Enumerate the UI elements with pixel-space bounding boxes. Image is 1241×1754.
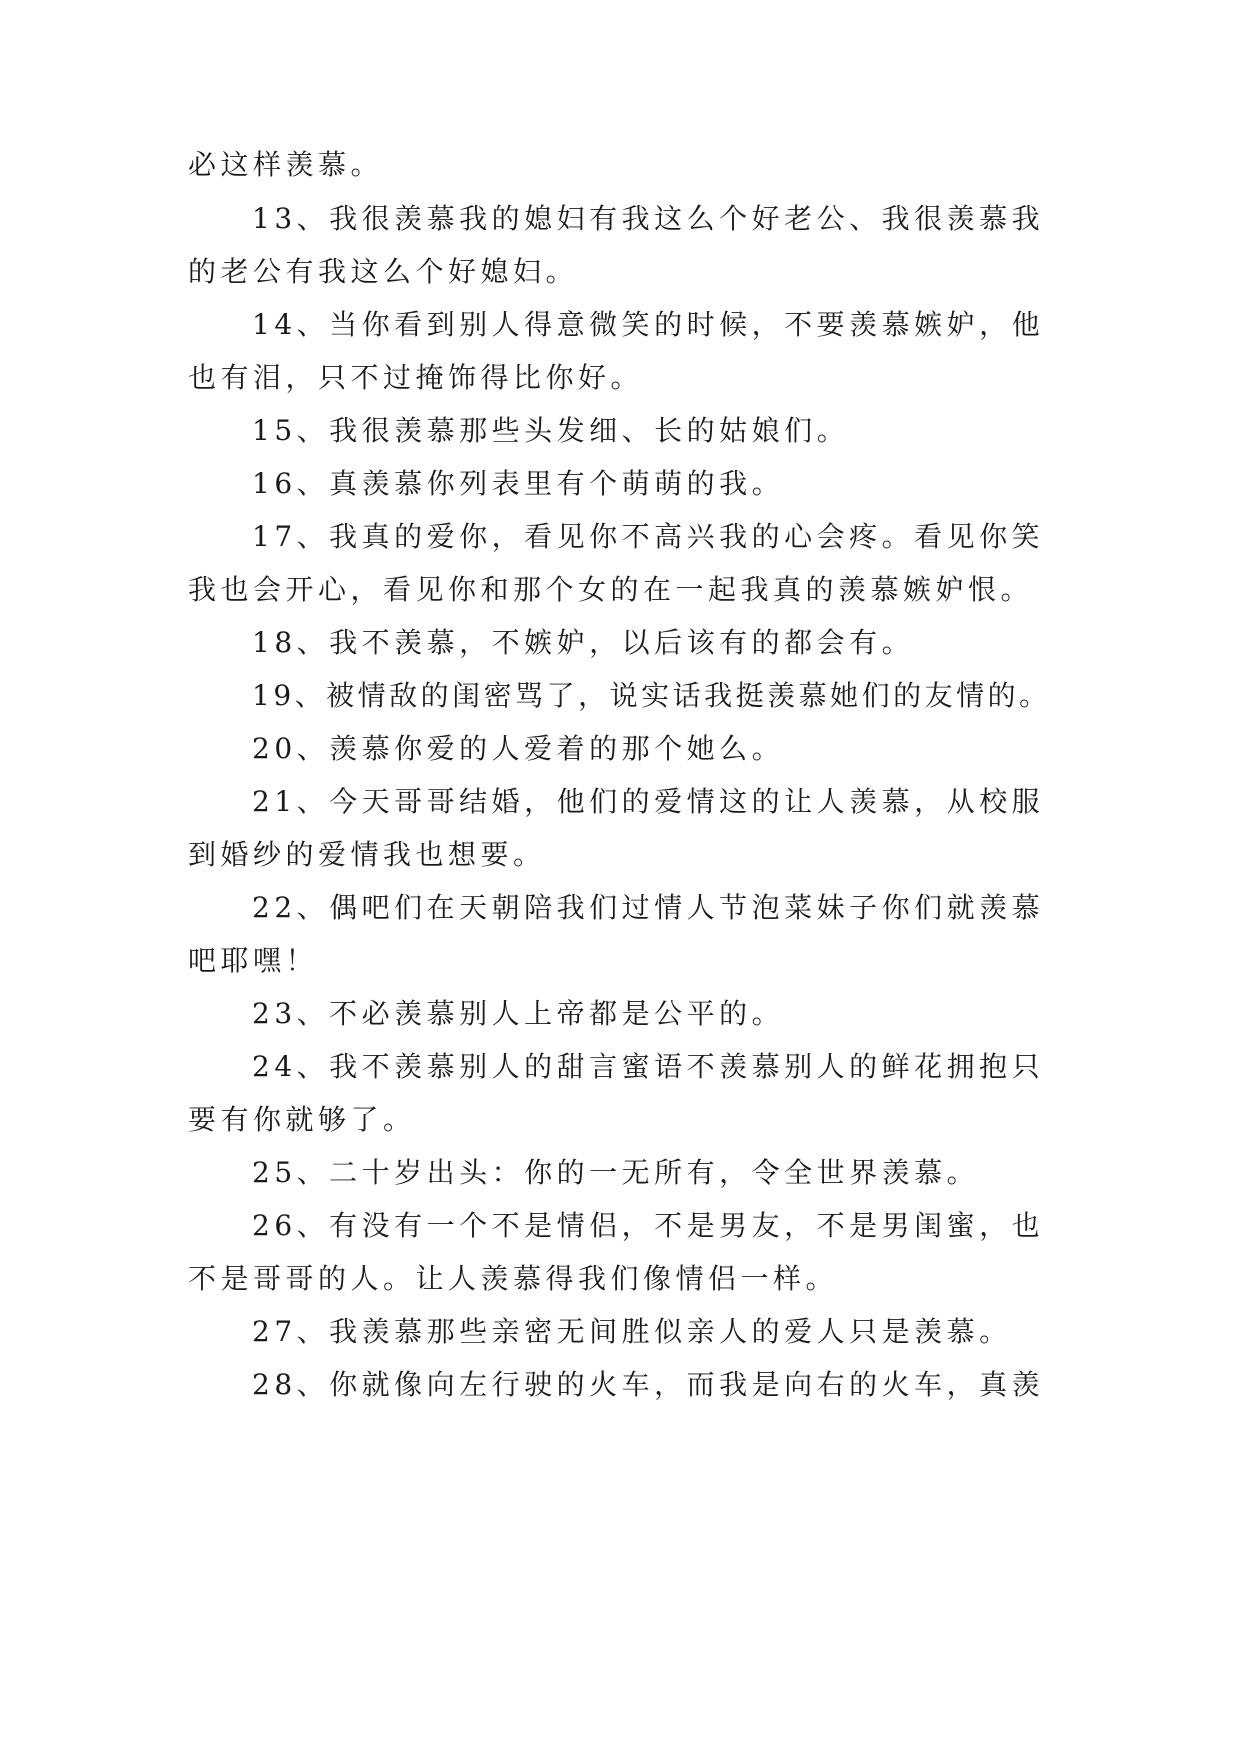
- text-line-24: 28、你就像向左行驶的火车，而我是向右的火车，真羡: [252, 1368, 1045, 1401]
- text-line-2: 13、我很羡慕我的媳妇有我这么个好老公、我很羡慕我: [252, 202, 1045, 235]
- text-line-9: 我也会开心，看见你和那个女的在一起我真的羡慕嫉妒恨。: [188, 573, 1034, 606]
- text-line-19: 要有你就够了。: [188, 1103, 416, 1136]
- text-line-15: 22、偶吧们在天朝陪我们过情人节泡菜妹子你们就羡慕: [252, 891, 1045, 924]
- text-line-23: 27、我羡慕那些亲密无间胜似亲人的爱人只是羡慕。: [252, 1315, 1012, 1348]
- text-line-1: 必这样羡慕。: [188, 148, 384, 181]
- text-line-16: 吧耶嘿！: [188, 944, 319, 977]
- text-line-12: 20、羡慕你爱的人爱着的那个她么。: [252, 732, 785, 765]
- text-line-20: 25、二十岁出头：你的一无所有，令全世界羡慕。: [252, 1156, 980, 1189]
- text-line-22: 不是哥哥的人。让人羡慕得我们像情侣一样。: [188, 1262, 839, 1295]
- text-line-14: 到婚纱的爱情我也想要。: [188, 838, 546, 871]
- text-line-18: 24、我不羡慕别人的甜言蜜语不羡慕别人的鲜花拥抱只: [252, 1050, 1045, 1083]
- text-line-5: 也有泪，只不过掩饰得比你好。: [188, 361, 644, 394]
- text-line-11: 19、被情敌的闺密骂了，说实话我挺羡慕她们的友情的。: [252, 679, 1051, 712]
- text-line-7: 16、真羡慕你列表里有个萌萌的我。: [252, 467, 785, 500]
- text-line-6: 15、我很羡慕那些头发细、长的姑娘们。: [252, 414, 850, 447]
- text-line-8: 17、我真的爱你，看见你不高兴我的心会疼。看见你笑: [252, 520, 1045, 553]
- text-line-3: 的老公有我这么个好媳妇。: [188, 255, 579, 288]
- text-line-10: 18、我不羡慕，不嫉妒，以后该有的都会有。: [252, 626, 915, 659]
- text-line-4: 14、当你看到别人得意微笑的时候，不要羡慕嫉妒，他: [252, 308, 1045, 341]
- text-line-13: 21、今天哥哥结婚，他们的爱情这的让人羡慕，从校服: [252, 785, 1045, 818]
- text-line-21: 26、有没有一个不是情侣，不是男友，不是男闺蜜，也: [252, 1209, 1045, 1242]
- text-line-17: 23、不必羡慕别人上帝都是公平的。: [252, 997, 785, 1030]
